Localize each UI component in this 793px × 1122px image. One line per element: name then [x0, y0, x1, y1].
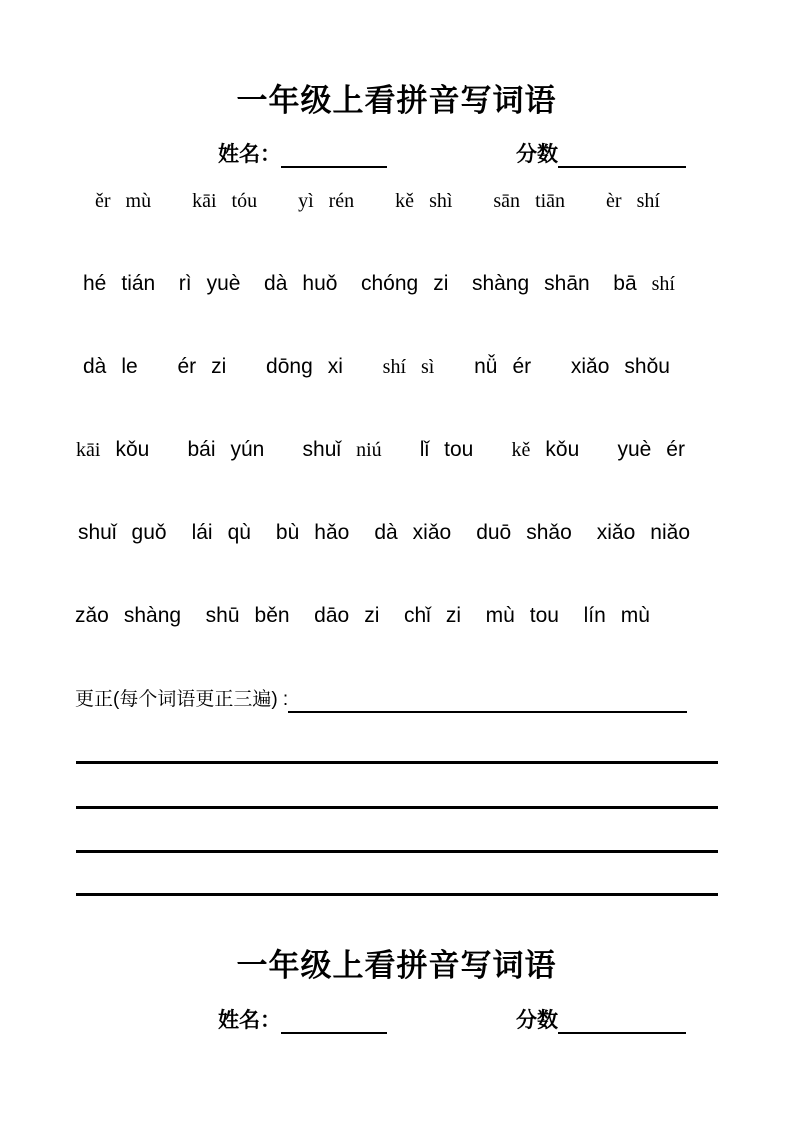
pinyin-syllable: dà	[374, 521, 398, 544]
pinyin-syllable: guǒ	[131, 521, 167, 544]
pinyin-syllable: shān	[544, 272, 590, 295]
pinyin-word	[404, 602, 461, 630]
pinyin-syllable: kāi	[76, 439, 101, 461]
pinyin-word	[206, 602, 290, 630]
writing-line[interactable]	[76, 761, 718, 764]
pinyin-word	[420, 436, 474, 464]
pinyin-syllable: lǐ	[419, 438, 430, 461]
pinyin-syllable: huǒ	[302, 272, 338, 295]
pinyin-syllable: dà	[264, 272, 288, 295]
score-field-group	[516, 1008, 686, 1034]
pinyin-syllable: zǎo	[75, 604, 109, 627]
pinyin-syllable: zi	[364, 604, 380, 627]
pinyin-row	[0, 270, 793, 298]
pinyin-syllable: lái	[191, 521, 213, 544]
pinyin-word	[179, 270, 241, 298]
pinyin-word	[374, 519, 451, 547]
pinyin-syllable: shū	[205, 604, 240, 627]
score-blank-field[interactable]	[558, 1008, 686, 1034]
pinyin-syllable: yì	[298, 190, 314, 212]
pinyin-word	[476, 519, 572, 547]
pinyin-syllable: kě	[395, 190, 415, 212]
pinyin-syllable: yún	[230, 438, 265, 461]
pinyin-syllable: mù	[620, 604, 650, 627]
pinyin-word	[486, 602, 559, 630]
pinyin-syllable: tou	[444, 438, 474, 461]
worksheet-title-bottom: 一年级上看拼音写词语	[236, 948, 557, 983]
pinyin-syllable: yuè	[617, 438, 652, 461]
pinyin-syllable: nǚ	[474, 355, 498, 378]
pinyin-word	[78, 519, 167, 547]
pinyin-syllable: ěr	[95, 190, 111, 212]
pinyin-syllable: shàng	[123, 604, 182, 627]
pinyin-syllable: tiān	[535, 190, 566, 212]
pinyin-syllable: shǎo	[526, 521, 572, 544]
pinyin-syllable: dà	[83, 355, 107, 378]
pinyin-syllable: chóng	[361, 272, 419, 295]
correction-blank-field[interactable]	[288, 689, 687, 713]
pinyin-syllable: dāo	[314, 604, 350, 627]
pinyin-word	[606, 187, 660, 215]
pinyin-row	[0, 353, 793, 381]
pinyin-syllable: yuè	[206, 272, 241, 295]
writing-line[interactable]	[76, 893, 718, 896]
pinyin-row	[0, 602, 793, 630]
pinyin-syllable: niǎo	[650, 521, 690, 544]
pinyin-word	[512, 436, 580, 464]
pinyin-word	[314, 602, 379, 630]
pinyin-word	[597, 519, 690, 547]
name-score-row-bottom	[0, 1008, 793, 1040]
pinyin-word	[192, 187, 257, 215]
pinyin-syllable: chǐ	[403, 604, 431, 627]
pinyin-word	[472, 270, 590, 298]
pinyin-syllable: kāi	[192, 190, 217, 212]
pinyin-syllable: kě	[511, 439, 531, 461]
pinyin-syllable: lín	[583, 604, 606, 627]
name-field-group	[218, 142, 387, 168]
pinyin-syllable: zi	[211, 355, 227, 378]
name-label: 姓名：	[218, 143, 281, 166]
pinyin-syllable: sān	[493, 190, 521, 212]
pinyin-syllable: shàng	[471, 272, 530, 295]
pinyin-syllable: hǎo	[314, 521, 350, 544]
pinyin-syllable: ér	[666, 438, 685, 461]
pinyin-word	[83, 270, 155, 298]
name-blank-field[interactable]	[281, 1008, 387, 1034]
pinyin-syllable: hé	[83, 272, 107, 295]
pinyin-syllable: bái	[187, 438, 216, 461]
pinyin-syllable: qù	[227, 521, 251, 544]
pinyin-syllable: mù	[125, 190, 152, 212]
pinyin-word	[298, 187, 354, 215]
score-field-group	[516, 142, 686, 168]
worksheet-title-top: 一年级上看拼音写词语	[236, 83, 557, 118]
pinyin-syllable: ér	[177, 355, 197, 378]
name-field-group	[218, 1008, 387, 1034]
correction-label: 更正(每个词语更正三遍) :	[75, 689, 289, 710]
pinyin-word	[276, 519, 349, 547]
pinyin-word	[83, 353, 138, 381]
pinyin-word	[361, 270, 448, 298]
pinyin-word	[571, 353, 670, 381]
pinyin-syllable: shǒu	[624, 355, 670, 378]
score-label: 分数	[516, 143, 558, 166]
pinyin-syllable: le	[121, 355, 138, 378]
pinyin-syllable: sì	[421, 356, 435, 378]
pinyin-syllable: mù	[485, 604, 515, 627]
pinyin-syllable: běn	[254, 604, 290, 627]
pinyin-syllable: kǒu	[115, 438, 150, 461]
name-score-row-top	[0, 142, 793, 174]
pinyin-syllable: tián	[121, 272, 156, 295]
pinyin-syllable: kǒu	[545, 438, 580, 461]
pinyin-syllable: xiǎo	[412, 521, 452, 544]
pinyin-word	[187, 436, 264, 464]
pinyin-syllable: bù	[275, 521, 300, 544]
pinyin-syllable: duō	[476, 521, 512, 544]
pinyin-word	[474, 353, 531, 381]
pinyin-word	[177, 353, 226, 381]
writing-line[interactable]	[76, 850, 718, 853]
pinyin-word	[266, 353, 343, 381]
score-label: 分数	[516, 1009, 558, 1032]
pinyin-word	[383, 353, 435, 381]
pinyin-syllable: shí	[636, 190, 660, 212]
pinyin-word	[584, 602, 650, 630]
pinyin-syllable: xi	[327, 355, 343, 378]
pinyin-syllable: shí	[382, 356, 407, 378]
pinyin-syllable: tou	[529, 604, 559, 627]
name-label: 姓名：	[218, 1009, 281, 1032]
pinyin-syllable: shuǐ	[302, 438, 342, 461]
pinyin-row	[0, 436, 793, 464]
pinyin-syllable: bā	[613, 272, 637, 295]
pinyin-syllable: shì	[429, 190, 453, 212]
pinyin-row	[0, 519, 793, 547]
pinyin-syllable: tóu	[231, 190, 258, 212]
pinyin-syllable: niú	[356, 439, 382, 461]
pinyin-word	[95, 187, 151, 215]
pinyin-syllable: zi	[445, 604, 462, 627]
pinyin-word	[75, 602, 181, 630]
pinyin-syllable: dōng	[266, 355, 313, 378]
pinyin-word	[613, 270, 675, 298]
pinyin-syllable: zi	[433, 272, 449, 295]
pinyin-word	[264, 270, 337, 298]
score-blank-field[interactable]	[558, 142, 686, 168]
correction-row	[75, 687, 687, 713]
pinyin-word	[303, 436, 382, 464]
writing-line[interactable]	[76, 806, 718, 809]
pinyin-row	[0, 187, 793, 215]
name-blank-field[interactable]	[281, 142, 387, 168]
pinyin-word	[395, 187, 452, 215]
pinyin-syllable: rì	[178, 272, 192, 295]
pinyin-syllable: xiǎo	[570, 355, 610, 378]
pinyin-syllable: shí	[651, 273, 675, 295]
pinyin-syllable: xiǎo	[596, 521, 636, 544]
pinyin-syllable: shuǐ	[78, 521, 117, 544]
pinyin-word	[76, 436, 149, 464]
pinyin-syllable: rén	[328, 190, 355, 212]
pinyin-syllable: ér	[512, 355, 532, 378]
pinyin-word	[192, 519, 251, 547]
pinyin-word	[617, 436, 685, 464]
pinyin-syllable: èr	[606, 190, 622, 212]
pinyin-word	[493, 187, 565, 215]
